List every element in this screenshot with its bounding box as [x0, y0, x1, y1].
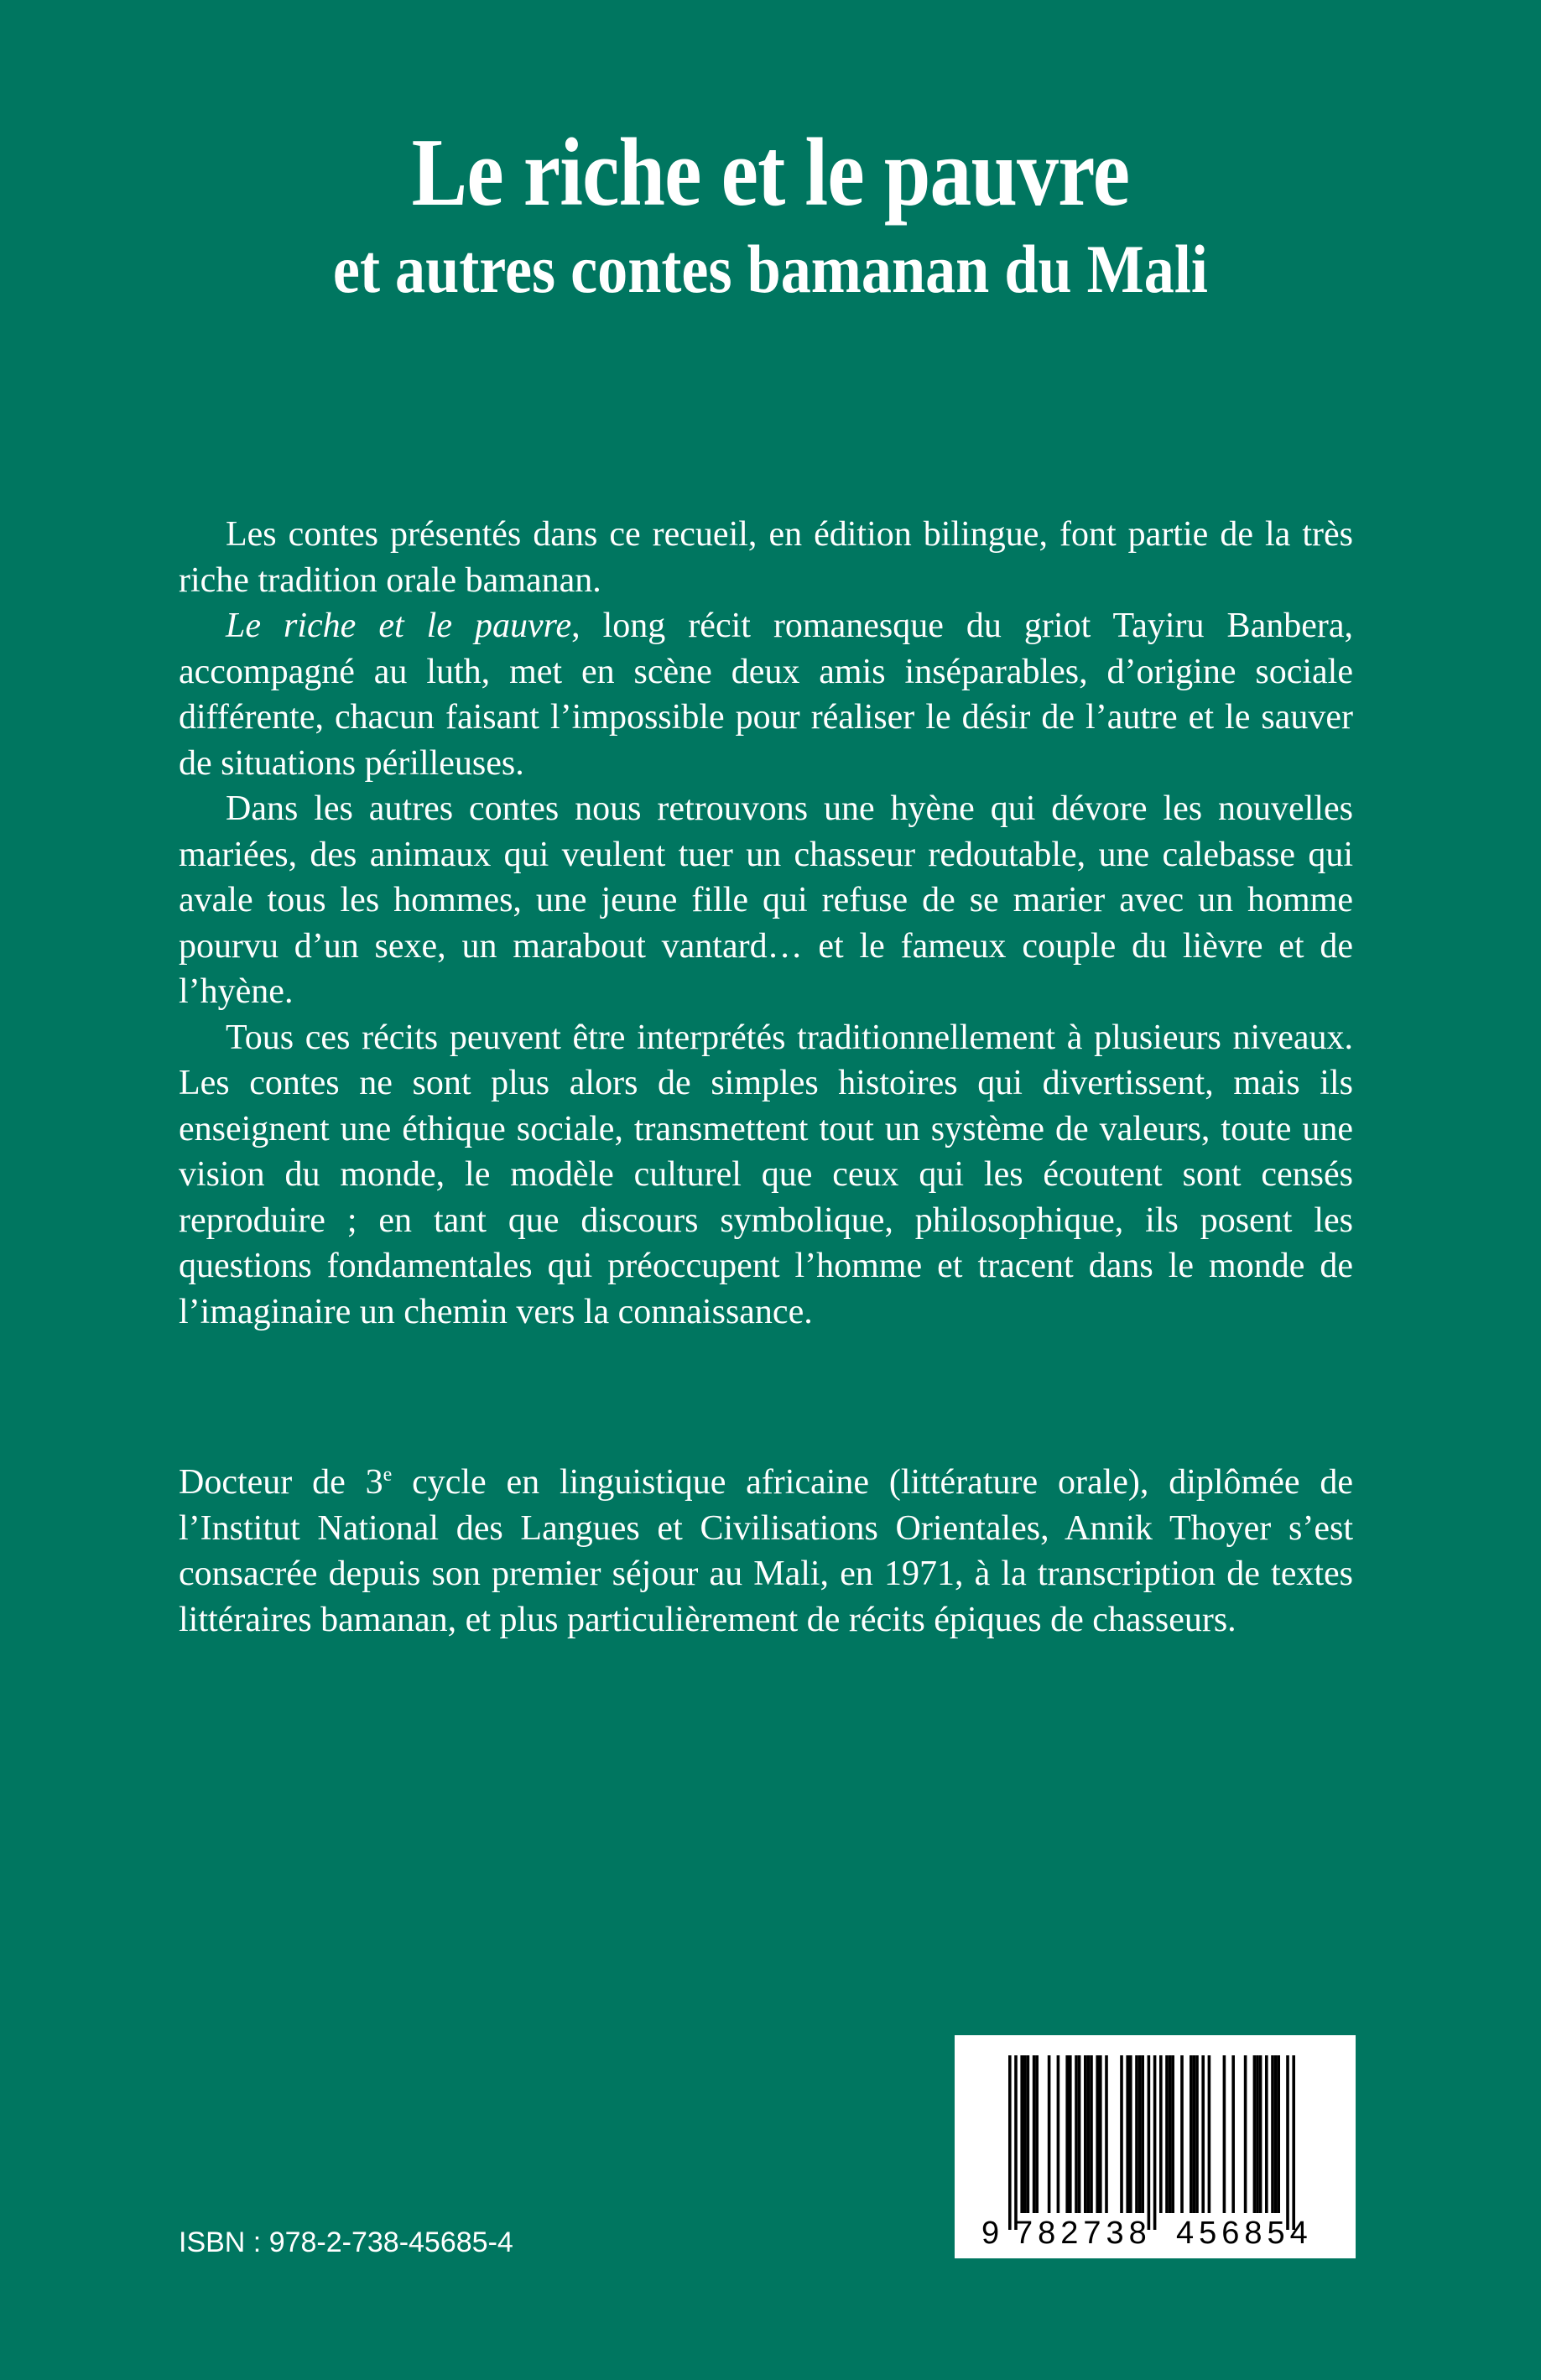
blurb-paragraph-2-text: , long récit romanesque du griot Tayiru Banbera, accompagné au luth, met en scène deux amis inséparables, d’origine sociale différente, chacun faisant l’impossible pour réaliser le désir de l’autre et le sauver de situations périlleuses.: [179, 607, 1353, 783]
barcode-bar: [1129, 2055, 1132, 2213]
barcode-bar: [1253, 2055, 1257, 2213]
barcode-bar: [1069, 2055, 1072, 2213]
barcode-bar: [1048, 2055, 1051, 2213]
barcode-bar: [1027, 2055, 1030, 2213]
barcode-bar: [1231, 2055, 1235, 2213]
barcode-guard-bar: [1008, 2055, 1012, 2230]
barcode-digits-left: 782738: [1015, 2216, 1152, 2251]
author-bio-superscript: e: [383, 1464, 393, 1486]
blurb-italic-title: Le riche et le pauvre: [226, 607, 572, 645]
barcode-guard-bar: [1148, 2055, 1151, 2230]
barcode-bar: [1075, 2055, 1078, 2213]
barcode-bar: [1171, 2055, 1174, 2213]
barcode-bar: [1265, 2055, 1268, 2213]
barcode-bar: [1105, 2055, 1108, 2213]
barcode-bar: [1208, 2055, 1211, 2213]
barcode-guard-bar: [1153, 2055, 1157, 2230]
barcode-bar: [1078, 2055, 1081, 2213]
barcode-bar: [1033, 2055, 1036, 2213]
barcode-bar: [1274, 2055, 1278, 2213]
barcode-digit-lead: 9: [981, 2216, 1000, 2251]
author-bio: [179, 1460, 1353, 1643]
barcode-guard-bar: [1292, 2055, 1295, 2230]
barcode-bar: [1120, 2055, 1123, 2213]
blurb-paragraph-4: Tous ces récits peuvent être interprétés traditionnellement à plusieurs niveaux. Les contes ne sont plus alors de simples histoires qui divertissent, mais ils enseignent une éthique sociale, transmettent tout un système de valeurs, toute une vision du monde, le modèle culturel que ceux qui les écoutent sont censés reproduire ; en tant que discours symbolique, philosophique, ils posent les questions fondamentales qui préoccupent l’homme et tracent dans le monde de l’imaginaire un chemin vers la connaissance.: [179, 1018, 1353, 1331]
barcode-bar: [1180, 2055, 1184, 2213]
author-bio-rest: cycle en linguistique africaine (littérature orale), diplômée de l’Institut National des Langues et Civilisations Orientales, Annik Thoyer s’est consacrée depuis son premier séjour au Mali, en 1971, à la transcription de textes littéraires bamanan, et plus particulièrement de récits épiques de chasseurs.: [179, 1463, 1353, 1639]
barcode-bar: [1259, 2055, 1262, 2213]
blurb-paragraph-1: Les contes présentés dans ce recueil, en édition bilingue, font partie de la très riche tradition orale bamanan.: [179, 515, 1353, 600]
isbn-barcode: [955, 2035, 1356, 2258]
barcode-bar: [1190, 2055, 1193, 2213]
author-bio-paragraph: [179, 1460, 1353, 1643]
barcode-bar: [1096, 2055, 1099, 2213]
barcode-bar: [1065, 2055, 1069, 2213]
barcode-bar: [1141, 2055, 1144, 2213]
barcode-bar: [1223, 2055, 1226, 2213]
barcode-digits-right: 456854: [1176, 2216, 1313, 2251]
blurb: [179, 512, 1353, 1335]
barcode-bar: [1277, 2055, 1280, 2213]
barcode-guard-bar: [1014, 2055, 1018, 2230]
barcode-bar: [1023, 2055, 1027, 2213]
barcode-bar: [1035, 2055, 1039, 2213]
barcode-bar: [1138, 2055, 1142, 2213]
barcode-bar: [1165, 2055, 1169, 2213]
barcode-bar: [1201, 2055, 1205, 2213]
isbn-label: ISBN : 978-2-738-45685-4: [179, 2226, 513, 2258]
barcode-guard-bar: [1286, 2055, 1289, 2230]
barcode-bar: [1244, 2055, 1247, 2213]
barcode-bar: [1099, 2055, 1102, 2213]
barcode-bar: [1169, 2055, 1172, 2213]
barcode-bar: [1256, 2055, 1259, 2213]
barcode-bar: [1126, 2055, 1129, 2213]
barcode-bar: [1193, 2055, 1196, 2213]
blurb-paragraph-2: [179, 603, 1353, 786]
barcode-bar: [1159, 2055, 1163, 2213]
barcode-bar: [1090, 2055, 1093, 2213]
barcode-bar: [1195, 2055, 1199, 2213]
barcode-bar: [1087, 2055, 1091, 2213]
barcode-bar: [1084, 2055, 1087, 2213]
book-title: Le riche et le pauvre: [411, 119, 1130, 227]
book-subtitle: et autres contes bamanan du Mali: [332, 231, 1208, 307]
blurb-paragraph-3: Dans les autres contes nous retrouvons une hyène qui dévore les nouvelles mariées, des animaux qui veulent tuer un chasseur redoutable, une calebasse qui avale tous les hommes, une jeune fille qui refuse de se marier avec un homme pourvu d’un sexe, un marabout vantard… et le fameux couple du lièvre et de l’hyène.: [179, 789, 1353, 1011]
author-bio-start: Docteur de 3: [179, 1463, 383, 1502]
barcode-bar: [1020, 2055, 1023, 2213]
barcode-digits: [955, 2215, 1356, 2252]
barcode-bar: [1271, 2055, 1274, 2213]
barcode-bar: [1057, 2055, 1060, 2213]
barcode-bar: [1135, 2055, 1138, 2213]
